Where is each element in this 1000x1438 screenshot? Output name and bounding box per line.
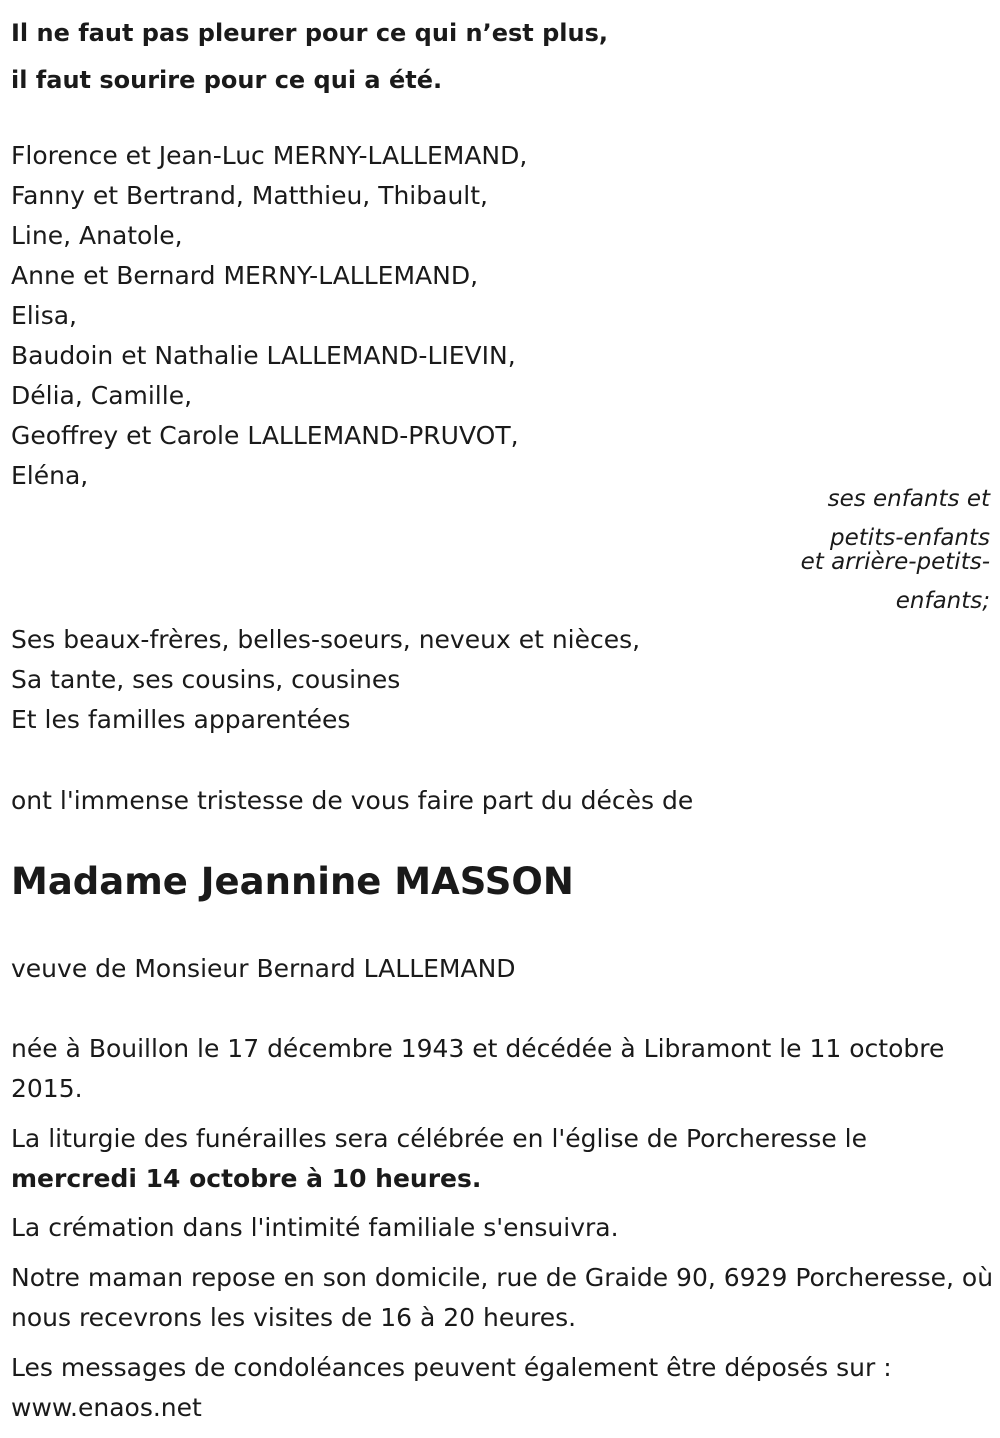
deceased-name: Madame Jeannine MASSON [11,860,574,903]
condolence-messages-text: Les messages de condoléances peuvent également être déposés sur : www.enaos.net [11,1353,892,1422]
extended-family-list [11,620,640,740]
relation-children-line-2: petits-enfants [830,525,990,551]
family-member-line: Line, Anatole, [11,221,183,250]
cremation-text: La crémation dans l'intimité familiale s'ensuivra. [11,1213,619,1242]
relatives-line: Et les familles apparentées [11,705,351,734]
birth-death-text: née à Bouillon le 17 décembre 1943 et décédée à Libramont le 11 octobre 2015. [11,1034,945,1103]
family-member-line: Fanny et Bertrand, Matthieu, Thibault, [11,181,488,210]
relation-great-line-2: enfants; [895,588,990,614]
family-member-line: Délia, Camille, [11,381,193,410]
visitation-text: Notre maman repose en son domicile, rue de Graide 90, 6929 Porcheresse, où nous recevrons les visites de 16 à 20 heures. [11,1263,994,1332]
family-list [11,136,527,496]
family-member-line: Anne et Bernard MERNY-LALLEMAND, [11,261,479,290]
relation-great-grandchildren [801,543,990,621]
epigraph-quote [11,10,608,104]
family-member-line: Geoffrey et Carole LALLEMAND-PRUVOT, [11,421,519,450]
widow-of-text: veuve de Monsieur Bernard LALLEMAND [11,954,516,983]
family-member-line: Florence et Jean-Luc MERNY-LALLEMAND, [11,141,528,170]
liturgy-date: mercredi 14 octobre à 10 heures. [11,1164,482,1193]
relation-children-line-1: ses enfants et [827,486,990,512]
relation-great-line-1: et arrière-petits- [800,549,990,575]
family-member-line: Baudoin et Nathalie LALLEMAND-LIEVIN, [11,341,516,370]
liturgy-paragraph [11,1119,996,1199]
quote-line-2: il faut sourire pour ce qui a été. [11,66,443,94]
announcement-text: ont l'immense tristesse de vous faire part du décès de [11,786,694,815]
quote-line-1: Il ne faut pas pleurer pour ce qui n’est plus, [11,19,609,47]
family-member-line: Eléna, [11,461,89,490]
liturgy-text: La liturgie des funérailles sera célébrée en l'église de Porcheresse le [11,1124,867,1153]
relatives-line: Sa tante, ses cousins, cousines [11,665,401,694]
relatives-line: Ses beaux-frères, belles-soeurs, neveux et nièces, [11,625,641,654]
family-member-line: Elisa, [11,301,77,330]
